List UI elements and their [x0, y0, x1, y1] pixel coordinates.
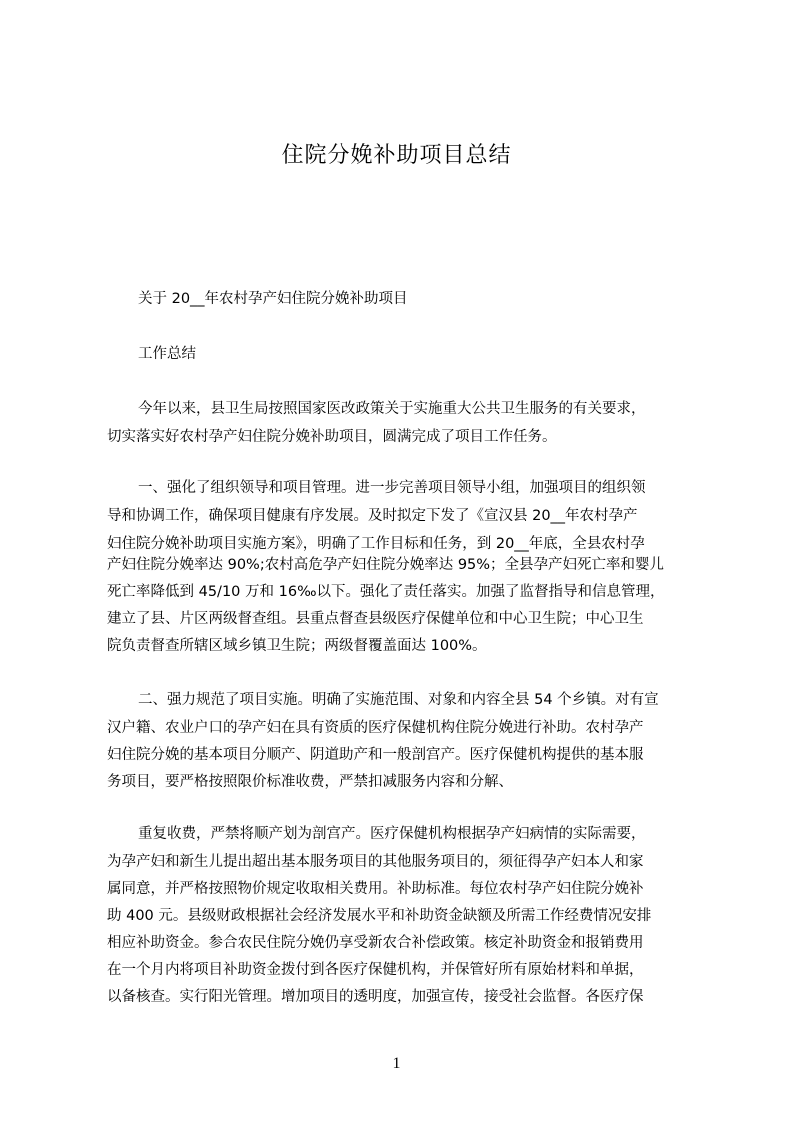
paragraph-3-line-4: 务项目，要严格按照限价标准收费，严禁扣减服务内容和分解、 — [107, 774, 513, 790]
paragraph-4-line-6: 在一个月内将项目补助资金拨付到各医疗保健机构，并保管好所有原始材料和单据， — [107, 962, 644, 978]
paragraph-4-line-1: 重复收费，严禁将顺产划为剖宫产。医疗保健机构根据孕产妇病情的实际需要， — [138, 826, 646, 842]
subtitle-line-1: 关于 20__年农村孕产妇住院分娩补助项目 — [138, 291, 408, 307]
paragraph-1-line-1: 今年以来，县卫生局按照国家医改政策关于实施重大公共卫生服务的有关要求， — [138, 401, 646, 417]
paragraph-2-line-1: 一、强化了组织领导和项目管理。进一步完善项目领导小组，加强项目的组织领 — [138, 480, 646, 496]
paragraph-3-line-1: 二、强力规范了项目实施。明确了实施范围、对象和内容全县 54 个乡镇。对有宣 — [138, 692, 659, 708]
paragraph-2-line-3: 妇住院分娩补助项目实施方案》，明确了工作目标和任务，到 20__年底，全县农村孕 — [107, 536, 645, 552]
paragraph-2-line-7: 院负责督查所辖区域乡镇卫生院；两级督覆盖面达 100%。 — [107, 638, 487, 654]
document-title: 住院分娩补助项目总结 — [281, 143, 512, 168]
paragraph-1-line-2: 切实落实好农村孕产妇住院分娩补助项目，圆满完成了项目工作任务。 — [107, 429, 557, 445]
subtitle-line-2: 工作总结 — [138, 346, 196, 362]
paragraph-2-line-6: 建立了县、片区两级督查组。县重点督查县级医疗保健单位和中心卫生院；中心卫生 — [107, 611, 644, 627]
paragraph-4-line-5: 相应补助资金。参合农民住院分娩仍享受新农合补偿政策。核定补助资金和报销费用 — [107, 935, 644, 951]
paragraph-4-line-2: 为孕产妇和新生儿提出超出基本服务项目的其他服务项目的，须征得孕产妇本人和家 — [107, 854, 644, 870]
page-number: 1 — [392, 1055, 401, 1072]
paragraph-4-line-3: 属同意，并严格按照物价规定收取相关费用。补助标准。每位农村孕产妇住院分娩补 — [107, 881, 644, 897]
paragraph-3-line-2: 汉户籍、农业户口的孕产妇在具有资质的医疗保健机构住院分娩进行补助。农村孕产 — [107, 720, 644, 736]
paragraph-3-line-3: 妇住院分娩的基本项目分顺产、阴道助产和一般剖宫产。医疗保健机构提供的基本服 — [107, 747, 644, 763]
paragraph-4-line-4: 助 400 元。县级财政根据社会经济发展水平和补助资金缺额及所需工作经费情况安排 — [107, 908, 652, 924]
paragraph-2-line-4: 产妇住院分娩率达 90%;农村高危孕产妇住院分娩率达 95%；全县孕产妇死亡率和婴儿 — [107, 557, 665, 573]
paragraph-2-line-5: 死亡率降低到 45/10 万和 16‰以下。强化了责任落实。加强了监督指导和信息管理， — [107, 584, 665, 600]
paragraph-2-line-2: 导和协调工作，确保项目健康有序发展。及时拟定下发了《宣汉县 20__年农村孕产 — [107, 508, 638, 524]
paragraph-4-line-7: 以备核查。实行阳光管理。增加项目的透明度，加强宣传，接受社会监督。各医疗保 — [107, 989, 644, 1005]
